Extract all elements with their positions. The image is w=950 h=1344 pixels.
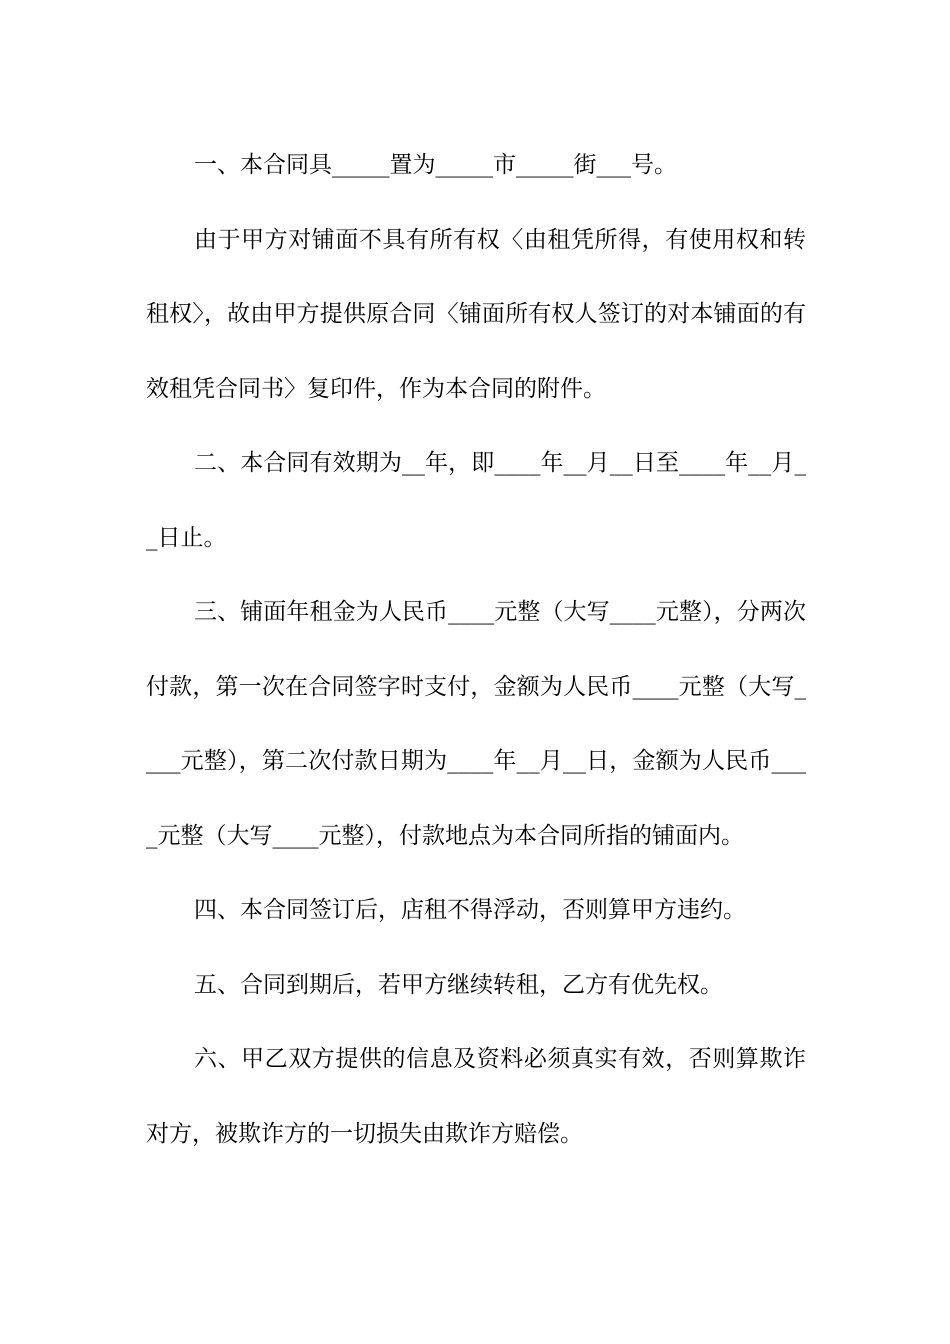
clause-fixed-rent: 四、本合同签订后，店租不得浮动，否则算甲方违约。	[194, 897, 746, 923]
clause-term: 二、本合同有效期为__年，即____年__月__日至____年__月__日止。	[146, 450, 806, 551]
clause-renewal-priority: 五、合同到期后，若甲方继续转租，乙方有优先权。	[194, 971, 723, 998]
clause-ownership-note: 由于甲方对铺面不具有所有权〈由租凭所得，有使用权和转租权〉，故由甲方提供原合同〈铺面所有权人签订的对本铺面的有效租凭合同书〉复印件，作为本合同的附件。	[146, 226, 806, 402]
contract-body	[146, 128, 806, 1171]
clause-truthful-info: 六、甲乙双方提供的信息及资料必须真实有效，否则算欺诈对方，被欺诈方的一切损失由欺诈方赔偿。	[146, 1046, 806, 1147]
clause-rent-payment: 三、铺面年租金为人民币____元整（大写____元整），分两次付款，第一次在合同签字时支付，金额为人民币____元整（大写____元整），第二次付款日期为____年__月__日，金额为人民币____元整（大写____元整），付款地点为本合同所指的铺面内。	[146, 599, 806, 849]
clause-location: 一、本合同具_____置为_____市_____街___号。	[194, 152, 677, 178]
